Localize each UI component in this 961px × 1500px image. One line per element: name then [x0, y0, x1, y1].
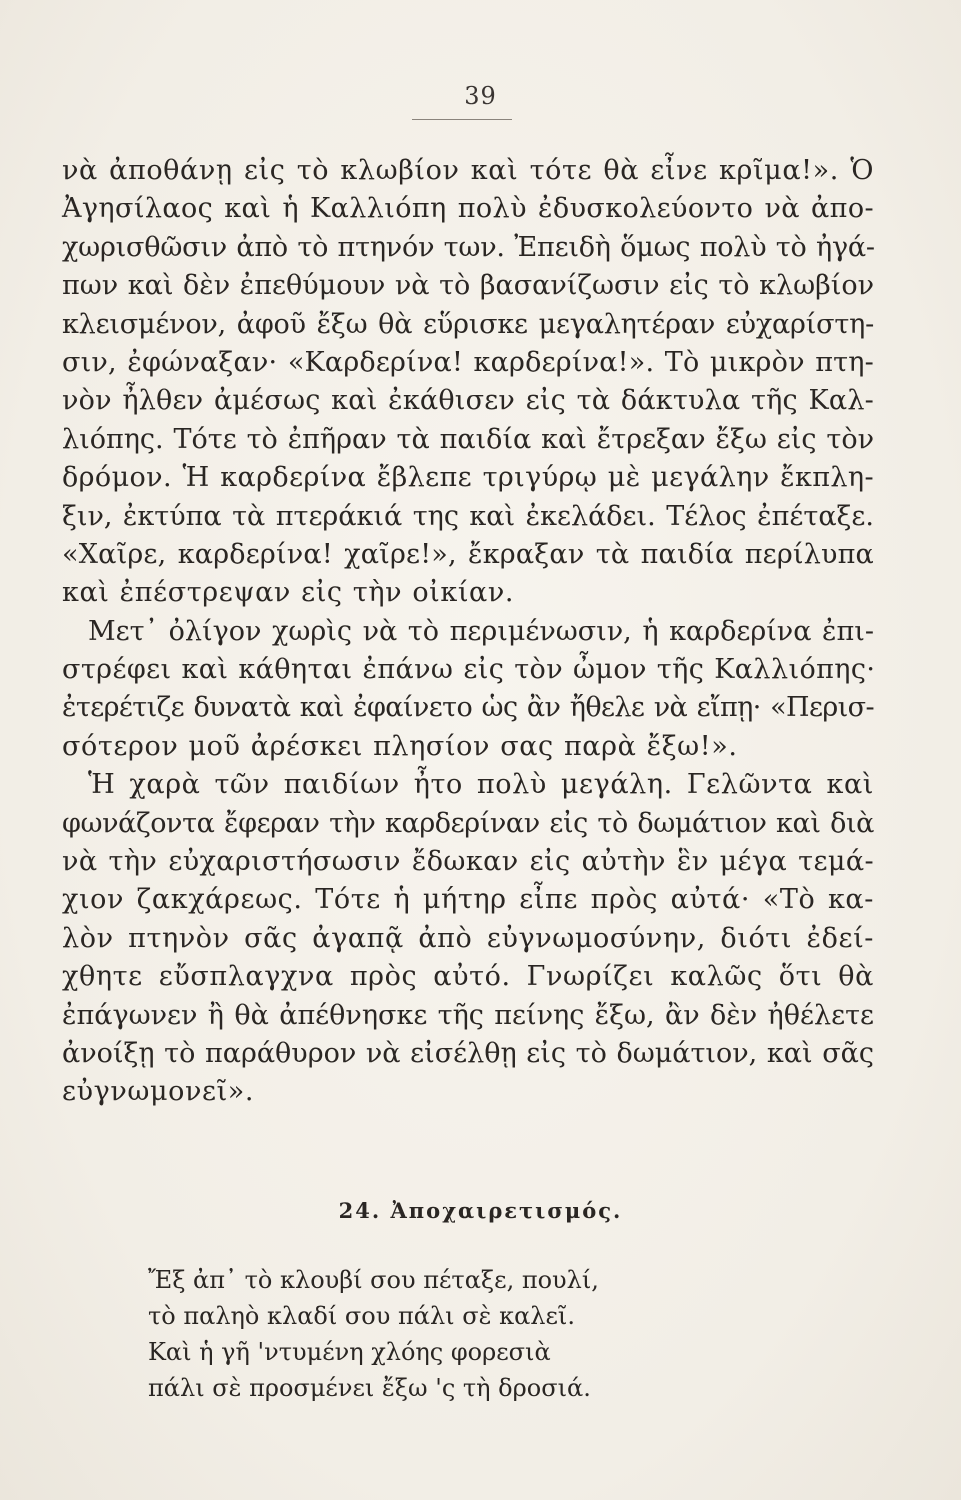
poem [148, 1262, 708, 1406]
prose-line: λιόπης. Τότε τὸ ἐπῆραν τὰ παιδία καὶ ἔτρεξαν ἔξω εἰς τὸν [62, 423, 874, 455]
prose-line: λὸν πτηνὸν σᾶς ἀγαπᾷ ἀπὸ εὐγνωμοσύνην, διότι ἐδεί- [62, 922, 874, 954]
page-number: 39 [464, 82, 497, 110]
prose-line: κλεισμένον, ἀφοῦ ἔξω θὰ εὕρισκε μεγαλητέραν εὐχαρίστη- [62, 308, 874, 340]
prose-line: ἐτερέτιζε δυνατὰ καὶ ἐφαίνετο ὡς ἂν ἤθελε νὰ εἴπῃ· «Περισ- [62, 692, 874, 724]
prose-line: δρόμον. Ἡ καρδερίνα ἔβλεπε τριγύρῳ μὲ μεγάλην ἔκπλη- [62, 462, 874, 494]
prose-line: χθητε εὔσπλαγχνα πρὸς αὐτό. Γνωρίζει καλῶς ὅτι θὰ [62, 961, 874, 993]
header-rule [412, 119, 512, 120]
prose-line: σιν, ἐφώναξαν· «Καρδερίνα! καρδερίνα!». Τὸ μικρὸν πτη- [62, 346, 874, 378]
prose-line: πων καὶ δὲν ἐπεθύμουν νὰ τὸ βασανίζωσιν εἰς τὸ κλωβίον [62, 270, 874, 302]
prose-line: χιον ζακχάρεως. Τότε ἡ μήτηρ εἶπε πρὸς αὐτά· «Τὸ κα- [62, 884, 874, 916]
prose-line: ξιν, ἐκτύπα τὰ πτεράκιά της καὶ ἐκελάδει. Τέλος ἐπέταξε. [62, 500, 874, 532]
prose-line: εὐγνωμονεῖ». [62, 1076, 255, 1108]
poem-line: Ἔξ ἀπ᾽ τὸ κλουβί σου πέταξε, πουλί, [148, 1266, 599, 1294]
prose-line: νὸν ἦλθεν ἀμέσως καὶ ἐκάθισεν εἰς τὰ δάκτυλα τῆς Καλ- [62, 385, 874, 417]
prose-line: ἐπάγωνεν ἢ θὰ ἀπέθνησκε τῆς πείνης ἔξω, ἂν δὲν ἠθέλετε [62, 999, 874, 1031]
poem-line: τὸ παληὸ κλαδί σου πάλι σὲ καλεῖ. [148, 1302, 575, 1330]
prose-line: στρέφει καὶ κάθηται ἐπάνω εἰς τὸν ὦμον τῆς Καλλιόπης· [62, 654, 876, 686]
poem-line: πάλι σὲ προσμένει ἔξω 'ς τὴ δροσιά. [148, 1374, 591, 1402]
prose-line: νὰ τὴν εὐχαριστήσωσιν ἔδωκαν εἰς αὐτὴν ἓν μέγα τεμά- [62, 846, 874, 878]
prose-line: Ἡ χαρὰ τῶν παιδίων ἦτο πολὺ μεγάλη. Γελῶντα καὶ [88, 769, 874, 801]
prose-line: ἀνοίξῃ τὸ παράθυρον νὰ εἰσέλθῃ εἰς τὸ δωμάτιον, καὶ σᾶς [62, 1037, 874, 1069]
prose-line: νὰ ἀποθάνῃ εἰς τὸ κλωβίον καὶ τότε θὰ εἶνε κρῖμα!». Ὁ [62, 155, 874, 186]
prose-line: καὶ ἐπέστρεψαν εἰς τὴν οἰκίαν. [62, 577, 515, 609]
prose-text [62, 152, 874, 1112]
prose-line: σότερον μοῦ ἀρέσκει πλησίον σας παρὰ ἔξω!». [62, 730, 738, 762]
poem-line: Καὶ ἡ γῆ 'ντυμένη χλόης φορεσιὰ [148, 1338, 551, 1366]
prose-line: χωρισθῶσιν ἀπὸ τὸ πτηνόν των. Ἐπειδὴ ὅμως πολὺ τὸ ἠγά- [62, 231, 875, 263]
prose-line: «Χαῖρε, καρδερίνα! χαῖρε!», ἔκραξαν τὰ παιδία περίλυπα [62, 538, 874, 570]
section-heading: 24. Ἀποχαιρετισμός. [338, 1198, 623, 1223]
prose-line: Ἀγησίλαος καὶ ἡ Καλλιόπη πολὺ ἐδυσκολεύοντο νὰ ἀπο- [62, 193, 874, 225]
prose-line: Μετ᾽ ὀλίγον χωρὶς νὰ τὸ περιμένωσιν, ἡ καρδερίνα ἐπι- [88, 615, 874, 647]
prose-line: φωνάζοντα ἔφεραν τὴν καρδερίναν εἰς τὸ δωμάτιον καὶ διὰ [62, 807, 874, 839]
